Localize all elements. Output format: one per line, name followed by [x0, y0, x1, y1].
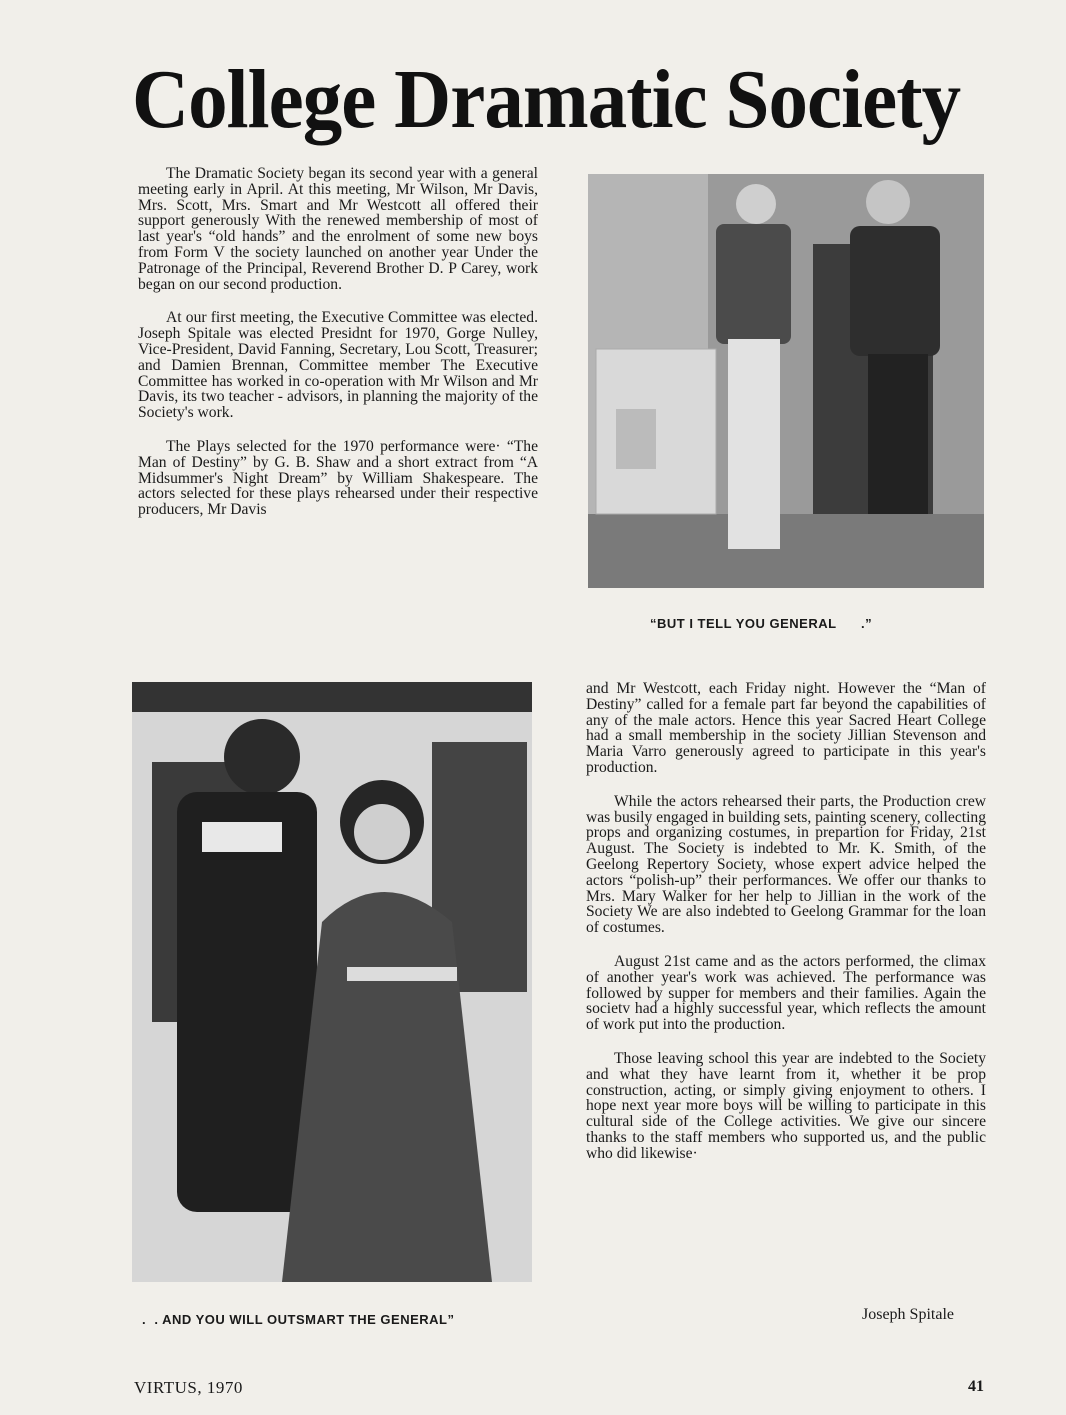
paragraph: At our first meeting, the Executive Committee was elected. Joseph Spitale was elected Presidnt for 1970, Gorge Nulley, Vice-President, David Fanning, Secretary, Lou Scott, Treasurer; and Damien Brennan, Committee member The Executive Committee has worked in co-operation with Mr Wilson and Mr Davis, its two teacher - advisors, in planning the majority of the Society's work.: [138, 309, 538, 422]
photo-illustration: [132, 682, 532, 1282]
paragraph: While the actors rehearsed their parts, the Production crew was busily engaged in building sets, painting scenery, collecting props and organizing costumes, in prepartion for Friday, 21st August. The Society is indebted to Mr. K. Smith, of the Geelong Repertory Society, whose expert advice helped the actors “polish-up” their performances. We offer our thanks to Mrs. Mary Walker for her help to Jillian in the work of the Society We are also indebted to Geelong Grammar for the loan of costumes.: [586, 792, 987, 937]
paragraph: and Mr Westcott, each Friday night. However the “Man of Destiny” called for a female part far beyond the capabilities of any of the male actors. Hence this year Sacred Heart College had a small membership in the society Jillian Stevenson and Maria Varro generously agreed to participate in this year's production.: [586, 680, 986, 776]
paragraph: August 21st came and as the actors performed, the climax of another year's work was achieved. The performance was followed by supper for members and their families. Again the societv had a highly successful year, which reflects the amount of work put into the production.: [586, 952, 986, 1034]
paragraph: Those leaving school this year are indebted to the Society and what they have learnt from it, whether it be prop construction, acting, or simply giving enjoyment to others. I hope next year more boys will be willing to participate in this cultural side of the College activities. We give our sincere thanks to the staff members who supported us, and the public who did likewise·: [586, 1049, 986, 1162]
article-column-right: [586, 681, 986, 1180]
paragraph: The Plays selected for the 1970 performance were· “The Man of Destiny” by G. B. Shaw and a short extract from “A Midsummer's Night Dream” by William Shakespeare. The actors selected for these plays rehearsed under their respective producers, Mr Davis: [138, 437, 538, 519]
photo-actor-actress: [132, 682, 532, 1282]
page-title: College Dramatic Society: [132, 53, 961, 146]
photo-illustration: [588, 174, 984, 588]
paragraph: The Dramatic Society began its second year with a general meeting early in April. At this meeting, Mr Wilson, Mr Davis, Mrs. Scott, Mrs. Smart and Mr Westcott all offered their support generously With the renewed membership of most of last year's “old hands” and the enrolment of some new boys from Form V the society launched on another year Under the Patronage of the Principal, Reverend Brother D. P Carey, work began on our second production.: [138, 165, 538, 293]
photo-caption: . . AND YOU WILL OUTSMART THE GENERAL”: [142, 1312, 455, 1327]
photo-two-actors: [588, 174, 984, 588]
article-column-left: [138, 166, 538, 536]
photo-caption: “BUT I TELL YOU GENERAL .”: [650, 616, 873, 631]
footer-publication: VIRTUS, 1970: [134, 1378, 243, 1397]
author-signature: Joseph Spitale: [862, 1306, 954, 1323]
footer-page-number: 41: [968, 1378, 984, 1395]
